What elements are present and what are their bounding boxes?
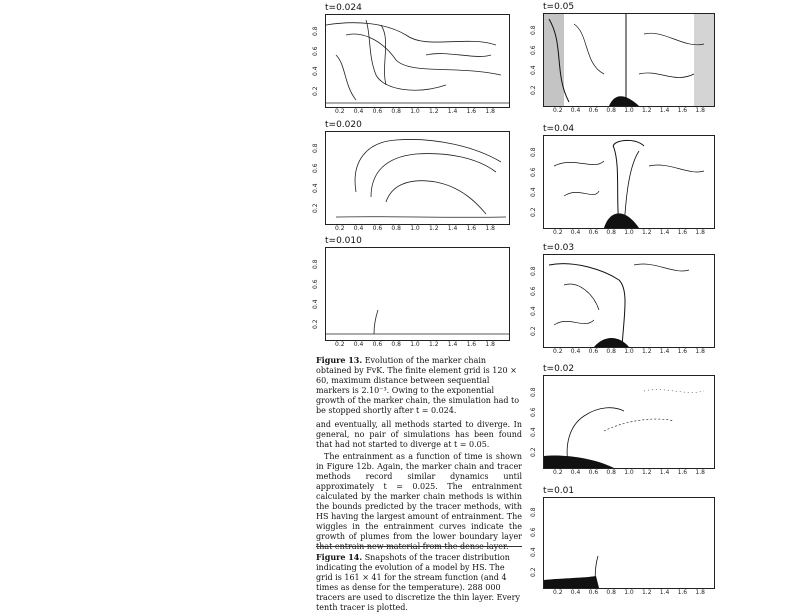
xtick: 0.6 bbox=[588, 589, 599, 596]
figure-13-label: Figure 13. bbox=[316, 355, 363, 365]
ytick: 0.6 bbox=[530, 45, 537, 55]
xtick: 0.2 bbox=[335, 108, 345, 115]
marker-chain-left-1 bbox=[326, 132, 509, 224]
ytick: 0.8 bbox=[530, 25, 537, 35]
xtick: 1.6 bbox=[466, 108, 477, 115]
xtick: 0.8 bbox=[391, 108, 401, 115]
ytick: 0.8 bbox=[530, 147, 537, 157]
yticks-left-0 bbox=[312, 14, 322, 106]
ytick: 0.8 bbox=[312, 143, 319, 153]
xtick: 0.8 bbox=[391, 341, 401, 348]
xtick: 0.4 bbox=[353, 341, 364, 348]
xtick: 1.0 bbox=[624, 469, 634, 476]
plot-left-0 bbox=[325, 14, 510, 108]
plot-left-2 bbox=[325, 247, 510, 341]
xtick: 1.8 bbox=[695, 107, 705, 114]
ytick: 0.6 bbox=[530, 407, 537, 417]
figure-13-text: Evolution of the marker chain obtained by FvK. The finite element grid is 120 × 60, maximum distance between sequential markers is 2.10⁻³. Owing to the exponential growth of the marker chain, the simulation had to be stopped shortly after t = 0.024. bbox=[316, 356, 520, 415]
ytick: 0.6 bbox=[530, 527, 537, 537]
xtick: 0.4 bbox=[353, 225, 364, 232]
xtick: 1.8 bbox=[695, 229, 705, 236]
marker-chain-left-2 bbox=[326, 248, 509, 340]
xtick: 0.2 bbox=[335, 225, 345, 232]
xtick: 1.8 bbox=[695, 469, 705, 476]
xtick: 1.2 bbox=[428, 341, 439, 348]
figure-14-label: Figure 14. bbox=[316, 552, 363, 562]
xtick: 0.6 bbox=[588, 469, 599, 476]
xtick: 0.2 bbox=[335, 341, 345, 348]
ytick: 0.2 bbox=[530, 447, 537, 457]
xtick: 1.0 bbox=[624, 229, 634, 236]
ytick: 0.4 bbox=[530, 427, 537, 437]
xtick: 1.4 bbox=[659, 589, 670, 596]
xtick: 1.2 bbox=[641, 107, 652, 114]
tracer-field-right-3 bbox=[544, 376, 714, 468]
xtick: 0.4 bbox=[570, 348, 581, 355]
tracer-field-right-0 bbox=[544, 14, 714, 106]
ytick: 0.2 bbox=[312, 86, 319, 96]
xtick: 0.8 bbox=[391, 225, 401, 232]
xtick: 0.8 bbox=[606, 469, 616, 476]
ytick: 0.2 bbox=[530, 207, 537, 217]
xticks-right-2 bbox=[553, 348, 705, 355]
xtick: 1.4 bbox=[447, 225, 458, 232]
xtick: 1.8 bbox=[485, 341, 495, 348]
yticks-right-2 bbox=[530, 254, 540, 346]
ytick: 0.2 bbox=[530, 85, 537, 95]
ytick: 0.2 bbox=[312, 319, 319, 329]
xtick: 0.6 bbox=[588, 107, 599, 114]
plot-right-2 bbox=[543, 254, 715, 348]
plot-right-3 bbox=[543, 375, 715, 469]
ytick: 0.8 bbox=[530, 387, 537, 397]
ytick: 0.8 bbox=[312, 26, 319, 36]
xtick: 1.6 bbox=[677, 589, 688, 596]
xtick: 1.8 bbox=[485, 108, 495, 115]
xtick: 0.4 bbox=[570, 469, 581, 476]
xtick: 0.6 bbox=[588, 229, 599, 236]
xtick: 1.4 bbox=[659, 348, 670, 355]
panel-title-left-2: t=0.010 bbox=[325, 236, 362, 246]
ytick: 0.4 bbox=[530, 65, 537, 75]
xtick: 1.0 bbox=[624, 107, 634, 114]
ytick: 0.2 bbox=[530, 567, 537, 577]
body-paragraph-0: and eventually, all methods started to diverge. In general, no pair of simulations has been found that had not started to diverge at t = 0.05. bbox=[316, 420, 522, 449]
xtick: 0.6 bbox=[372, 225, 383, 232]
xtick: 1.4 bbox=[659, 229, 670, 236]
xtick: 1.0 bbox=[624, 348, 634, 355]
xticks-right-3 bbox=[553, 469, 705, 476]
xtick: 1.2 bbox=[641, 469, 652, 476]
xtick: 0.2 bbox=[553, 229, 563, 236]
ytick: 0.6 bbox=[312, 279, 319, 289]
panel-title-right-1: t=0.04 bbox=[543, 124, 575, 134]
xtick: 1.4 bbox=[659, 107, 670, 114]
panel-title-right-2: t=0.03 bbox=[543, 243, 575, 253]
xticks-right-1 bbox=[553, 229, 705, 236]
ytick: 0.6 bbox=[530, 286, 537, 296]
ytick: 0.4 bbox=[312, 183, 319, 193]
plot-left-1 bbox=[325, 131, 510, 225]
xticks-right-4 bbox=[553, 589, 705, 596]
yticks-left-2 bbox=[312, 247, 322, 339]
xtick: 1.4 bbox=[659, 469, 670, 476]
xtick: 1.2 bbox=[641, 589, 652, 596]
xtick: 1.2 bbox=[428, 225, 439, 232]
xtick: 0.2 bbox=[553, 348, 563, 355]
plot-right-4 bbox=[543, 497, 715, 589]
tracer-field-right-2 bbox=[544, 255, 714, 347]
xtick: 1.0 bbox=[410, 225, 420, 232]
xtick: 1.6 bbox=[677, 348, 688, 355]
xtick: 1.2 bbox=[641, 229, 652, 236]
tracer-field-right-1 bbox=[544, 136, 714, 228]
xtick: 0.8 bbox=[606, 589, 616, 596]
xtick: 0.4 bbox=[353, 108, 364, 115]
ytick: 0.4 bbox=[530, 306, 537, 316]
yticks-right-0 bbox=[530, 13, 540, 105]
xtick: 1.6 bbox=[677, 469, 688, 476]
xtick: 1.0 bbox=[410, 341, 420, 348]
xtick: 0.2 bbox=[553, 589, 563, 596]
xtick: 0.6 bbox=[588, 348, 599, 355]
yticks-right-4 bbox=[530, 497, 540, 587]
xtick: 0.6 bbox=[372, 108, 383, 115]
panel-title-left-1: t=0.020 bbox=[325, 120, 362, 130]
xticks-left-2 bbox=[335, 341, 495, 348]
panel-title-right-0: t=0.05 bbox=[543, 2, 575, 12]
figure-13-caption bbox=[316, 355, 522, 416]
xtick: 0.4 bbox=[570, 107, 581, 114]
ytick: 0.8 bbox=[312, 259, 319, 269]
xtick: 0.8 bbox=[606, 107, 616, 114]
body-paragraph-1: The entrainment as a function of time is shown in Figure 12b. Again, the marker chain and tracer methods record similar dynamics until approximately t = 0.025. The entrainment calculated by the marker chain methods is within the bounds predicted by the tracer methods, with HS having the largest amount of entrainment. The wiggles in the entrainment curves indicate the growth of plumes from the lower boundary layer that entrain new material from the dense layer. bbox=[316, 452, 522, 551]
ytick: 0.8 bbox=[530, 507, 537, 517]
xtick: 1.6 bbox=[677, 229, 688, 236]
ytick: 0.6 bbox=[312, 46, 319, 56]
yticks-left-1 bbox=[312, 131, 322, 223]
plot-right-1 bbox=[543, 135, 715, 229]
panel-title-right-4: t=0.01 bbox=[543, 486, 575, 496]
xtick: 0.8 bbox=[606, 348, 616, 355]
xtick: 1.4 bbox=[447, 108, 458, 115]
xtick: 0.2 bbox=[553, 107, 563, 114]
xtick: 0.8 bbox=[606, 229, 616, 236]
tracer-field-right-4 bbox=[544, 498, 714, 588]
xtick: 1.8 bbox=[695, 348, 705, 355]
figure-14-caption bbox=[316, 552, 522, 613]
divider bbox=[316, 546, 522, 547]
ytick: 0.2 bbox=[530, 326, 537, 336]
marker-chain-left-0 bbox=[326, 15, 509, 107]
yticks-right-1 bbox=[530, 135, 540, 227]
xticks-right-0 bbox=[553, 107, 705, 114]
xtick: 0.4 bbox=[570, 229, 581, 236]
xtick: 1.0 bbox=[410, 108, 420, 115]
ytick: 0.4 bbox=[312, 66, 319, 76]
xtick: 0.2 bbox=[553, 469, 563, 476]
ytick: 0.4 bbox=[530, 547, 537, 557]
xtick: 0.4 bbox=[570, 589, 581, 596]
ytick: 0.6 bbox=[312, 163, 319, 173]
plot-right-0 bbox=[543, 13, 715, 107]
xtick: 0.6 bbox=[372, 341, 383, 348]
xticks-left-1 bbox=[335, 225, 495, 232]
ytick: 0.6 bbox=[530, 167, 537, 177]
xtick: 1.2 bbox=[428, 108, 439, 115]
xticks-left-0 bbox=[335, 108, 495, 115]
panel-title-left-0: t=0.024 bbox=[325, 3, 362, 13]
xtick: 1.6 bbox=[466, 341, 477, 348]
xtick: 1.6 bbox=[466, 225, 477, 232]
xtick: 1.4 bbox=[447, 341, 458, 348]
xtick: 1.8 bbox=[485, 225, 495, 232]
ytick: 0.4 bbox=[530, 187, 537, 197]
xtick: 1.8 bbox=[695, 589, 705, 596]
xtick: 1.0 bbox=[624, 589, 634, 596]
panel-title-right-3: t=0.02 bbox=[543, 364, 575, 374]
yticks-right-3 bbox=[530, 375, 540, 467]
xtick: 1.2 bbox=[641, 348, 652, 355]
ytick: 0.4 bbox=[312, 299, 319, 309]
ytick: 0.8 bbox=[530, 266, 537, 276]
xtick: 1.6 bbox=[677, 107, 688, 114]
figure-14-text: Snapshots of the tracer distribution indicating the evolution of a model by HS. The grid is 161 × 41 for the stream function (and 4 times as dense for the temperature). 288 000 tracers are used to discretize the thin layer. Every tenth tracer is plotted. bbox=[316, 553, 521, 612]
ytick: 0.2 bbox=[312, 203, 319, 213]
